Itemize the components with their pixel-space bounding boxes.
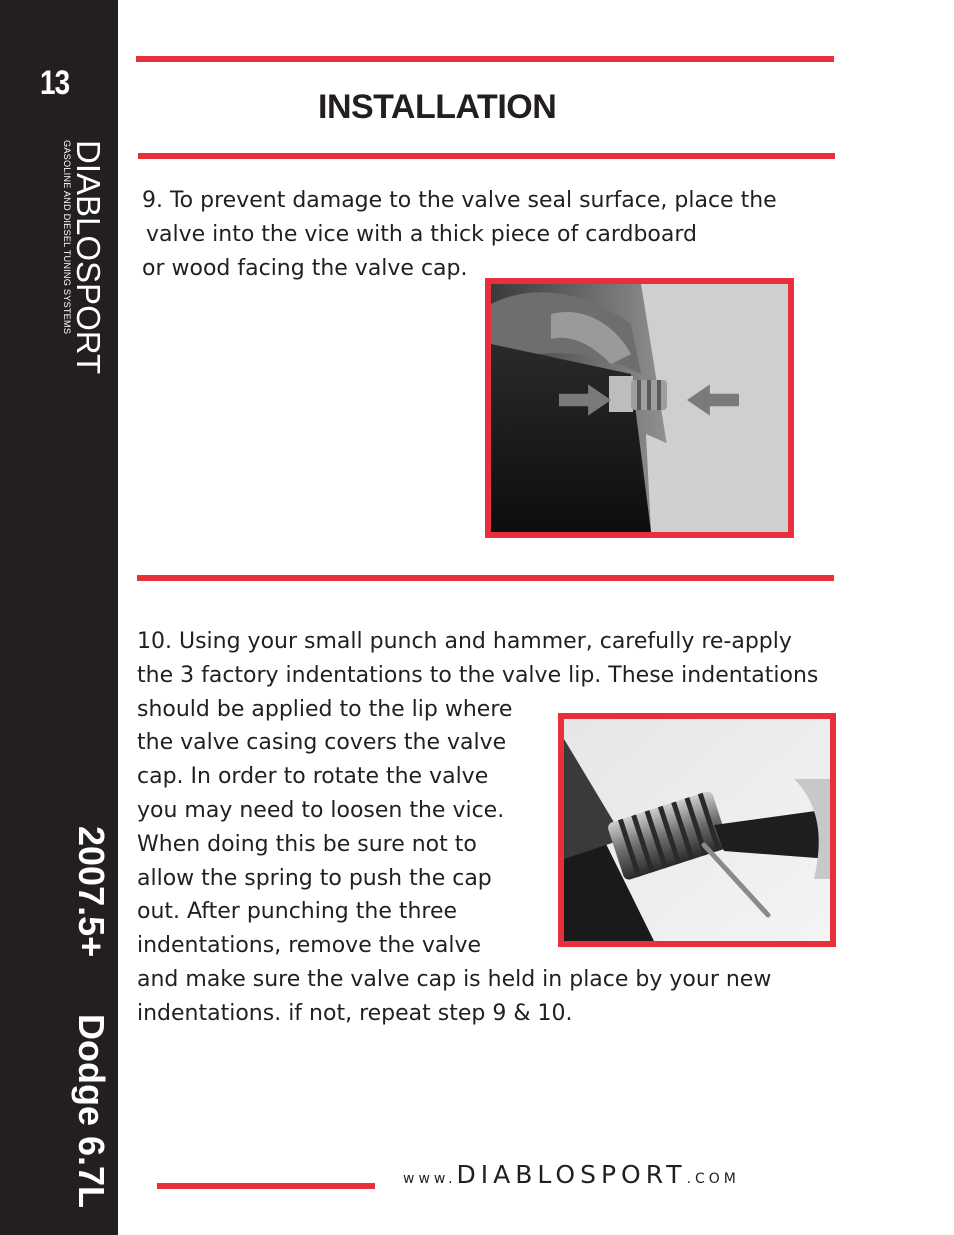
url-suffix: .COM: [686, 1171, 740, 1187]
step10-line: you may need to loosen the vice.: [137, 797, 505, 823]
model-label: [58, 826, 112, 1209]
valve-in-vice-illustration: [491, 284, 788, 532]
step10-line: 10. Using your small punch and hammer, carefully re-apply: [137, 629, 792, 654]
step10-line: the valve casing covers the valve: [137, 730, 507, 756]
model-year: 2007.5+: [71, 826, 112, 958]
brand-logo: [54, 140, 107, 375]
url-prefix: www.: [403, 1171, 457, 1187]
page-number: 13: [40, 64, 70, 102]
step10-line: the 3 factory indentations to the valve lip. These indentations: [137, 662, 819, 688]
step10-line: cap. In order to rotate the valve: [137, 764, 489, 790]
step10-photo: [558, 713, 836, 947]
step10-line: should be applied to the lip where: [137, 696, 513, 722]
sidebar: [0, 0, 118, 1235]
step10-line: indentations. if not, repeat step 9 & 10.: [137, 1000, 573, 1026]
brand-name: DIABLOSPORT: [70, 140, 107, 375]
section-rule: [137, 575, 834, 581]
model-name: Dodge 6.7L: [71, 1014, 112, 1209]
brand-tagline: GASOLINE AND DIESEL TUNING SYSTEMS: [62, 140, 72, 335]
step9-text: [142, 184, 842, 285]
title-rule: [138, 153, 835, 159]
page-title: INSTALLATION: [318, 88, 557, 126]
step10-line: and make sure the valve cap is held in place by your new: [137, 966, 772, 992]
top-rule: [136, 56, 834, 62]
step9-line: or wood facing the valve cap.: [142, 255, 468, 281]
punch-and-valve-illustration: [564, 719, 830, 941]
footer-rule: [157, 1183, 375, 1189]
step9-photo: [485, 278, 794, 538]
step10-line: allow the spring to push the cap: [137, 865, 492, 891]
url-domain: DIABLOSPORT: [456, 1160, 687, 1189]
step10-line: When doing this be sure not to: [137, 831, 477, 857]
step9-line: 9. To prevent damage to the valve seal surface, place the: [142, 188, 777, 213]
step9-line: valve into the vice with a thick piece of cardboard: [146, 221, 697, 247]
right-arrow-icon: [687, 384, 739, 416]
step10-line: out. After punching the three: [137, 899, 458, 925]
left-arrow-icon: [559, 384, 611, 416]
footer-url: [403, 1160, 740, 1189]
step10-line: indentations, remove the valve: [137, 933, 481, 959]
